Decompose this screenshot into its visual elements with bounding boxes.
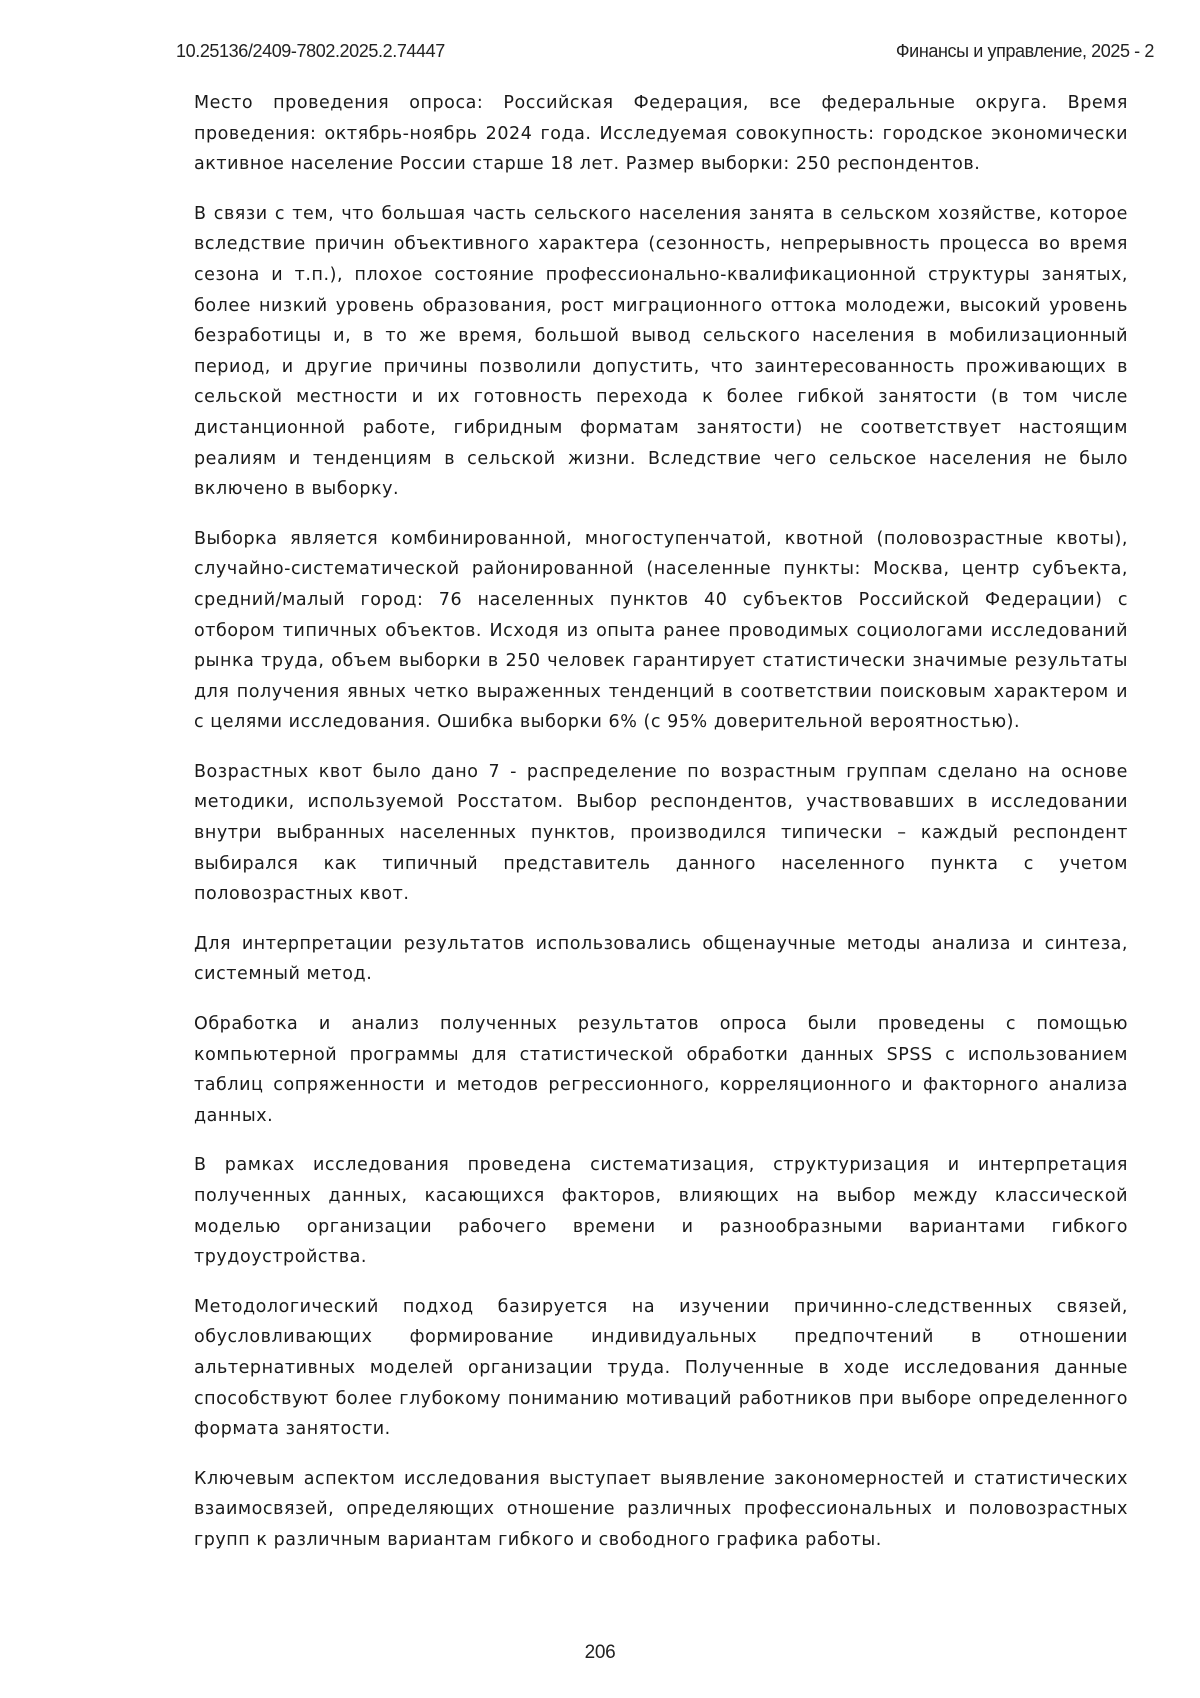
paragraph-data-processing: Обработка и анализ полученных результатов опроса были проведены с помощью компьютерной программы для статистической обработки данных SPSS с использованием таблиц сопряженности и методов регрессионного, корреляционного и факторного анализа данных.	[194, 1014, 1128, 1126]
paragraph-key-aspect: Ключевым аспектом исследования выступает выявление закономерностей и статистических взаимосвязей, определяющих отношение различных профессиональных и половозрастных групп к различным вариантам гибкого и свободного графика работы.	[194, 1468, 1128, 1550]
body-text	[194, 88, 1128, 1575]
paragraph-survey-location: Место проведения опроса: Российская Федерация, все федеральные округа. Время проведения: октябрь-ноябрь 2024 года. Исследуемая совокупность: городское экономически активное население России старше 18 лет. Размер выборки: 250 респондентов.	[194, 93, 1128, 175]
page-number: 206	[584, 1642, 616, 1663]
paragraph-sample-design: Выборка является комбинированной, многоступенчатой, квотной (половозрастные квоты), случайно-систематической районированной (населенные пункты: Москва, центр субъекта, средний/малый город: 76 населенных пунктов 40 субъектов Российской Федерации) с отбором типичных объектов. Исходя из опыта ранее проводимых социологами исследований рынка труда, объем выборки в 250 человек гарантирует статистически значимые результаты для получения явных четко выраженных тенденций в соответствии поисковым характером и с целями исследования. Ошибка выборки 6% (с 95% доверительной вероятностью).	[194, 528, 1128, 733]
paragraph-age-quotas: Возрастных квот было дано 7 - распределение по возрастным группам сделано на основе методики, используемой Росстатом. Выбор респондентов, участвовавших в исследовании внутри выбранных населенных пунктов, производился типически – каждый респондент выбирался как типичный представитель данного населенного пункта с учетом половозрастных квот.	[194, 761, 1128, 905]
paragraph-systematization: В рамках исследования проведена систематизация, структуризация и интерпретация полученных данных, касающихся факторов, влияющих на выбор между классической моделью организации рабочего времени и разнообразными вариантами гибкого трудоустройства.	[194, 1155, 1128, 1268]
journal-issue-text: Финансы и управление, 2025 - 2	[895, 40, 1154, 61]
paragraph-methodological-approach: Методологический подход базируется на изучении причинно-следственных связей, обусловливающих формирование индивидуальных предпочтений в отношении альтернативных моделей организации труда. Полученные в ходе исследования данные способствуют более глубокому пониманию мотиваций работников при выборе определенного формата занятости.	[194, 1296, 1128, 1440]
page-header	[176, 36, 1154, 66]
doi-text: 10.25136/2409-7802.2025.2.74447	[176, 40, 445, 61]
paragraph-rural-exclusion: В связи с тем, что большая часть сельского населения занята в сельском хозяйстве, которое вследствие причин объективного характера (сезонность, непрерывность процесса во время сезона и т.п.), плохое состояние профессионально-квалификационной структуры занятых, более низкий уровень образования, рост миграционного оттока молодежи, высокий уровень безработицы и, в то же время, большой вывод сельского населения в мобилизационный период, и другие причины позволили допустить, что заинтересованность проживающих в сельской местности и их готовность перехода к более гибкой занятости (в том числе дистанционной работе, гибридным форматам занятости) не соответствует настоящим реалиям и тенденциям в сельской жизни. Вследствие чего сельское населения не было включено в выборку.	[194, 203, 1128, 500]
paragraph-interpretation-methods: Для интерпретации результатов использовались общенаучные методы анализа и синтеза, системный метод.	[194, 933, 1128, 985]
